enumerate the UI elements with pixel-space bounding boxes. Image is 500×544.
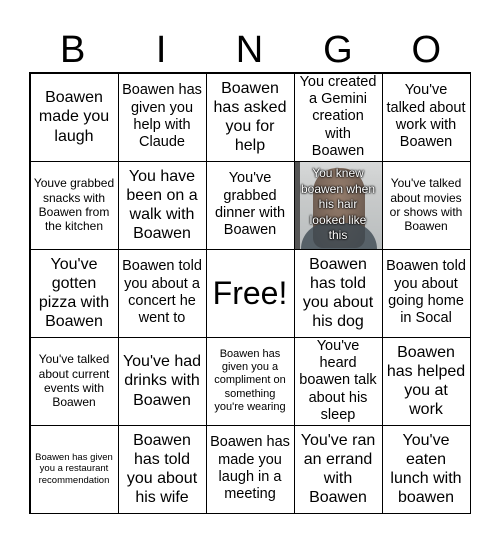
header-letter-g: G (323, 29, 354, 71)
bingo-cell[interactable]: Boawen told you about a concert he went to (118, 249, 207, 338)
bingo-cell[interactable]: You've talked about movies or shows with Boawen (382, 161, 471, 250)
bingo-free-space[interactable]: Free! (206, 249, 295, 338)
bingo-cell[interactable]: Boawen has given you a compliment on something you're wearing (206, 337, 295, 426)
header-letter-i: I (155, 29, 168, 71)
bingo-cell[interactable]: You've had drinks with Boawen (118, 337, 207, 426)
bingo-cell[interactable]: Boawen has asked you for help (206, 73, 295, 162)
bingo-card-grid (29, 72, 471, 514)
bingo-cell[interactable]: You created a Gemini creation with Boawen (294, 73, 383, 162)
bingo-cell[interactable]: Boawen told you about going home in Socal (382, 249, 471, 338)
bingo-cell[interactable]: You've talked about work with Boawen (382, 73, 471, 162)
bingo-cell[interactable]: Boawen has given you help with Claude (118, 73, 207, 162)
bingo-cell[interactable]: Boawen has given you a restaurant recommendation (30, 425, 119, 514)
bingo-cell[interactable]: You have been on a walk with Boawen (118, 161, 207, 250)
bingo-cell[interactable]: Boawen has told you about his wife (118, 425, 207, 514)
bingo-cell[interactable]: You've grabbed dinner with Boawen (206, 161, 295, 250)
bingo-cell[interactable]: Boawen has helped you at work (382, 337, 471, 426)
bingo-cell[interactable]: You've eaten lunch with boawen (382, 425, 471, 514)
bingo-cell[interactable]: You've heard boawen talk about his sleep (294, 337, 383, 426)
header-letter-n: N (235, 29, 265, 71)
header-letter-o: O (411, 29, 443, 71)
bingo-cell-photo[interactable] (294, 161, 383, 250)
bingo-cell[interactable]: Boawen has made you laugh in a meeting (206, 425, 295, 514)
bingo-cell[interactable]: You've gotten pizza with Boawen (30, 249, 119, 338)
photo-cell-label: You knew boawen when his hair looked like this (300, 166, 376, 243)
bingo-cell[interactable]: Boawen made you laugh (30, 73, 119, 162)
bingo-cell[interactable]: Boawen has told you about his dog (294, 249, 383, 338)
bingo-cell[interactable]: Youve grabbed snacks with Boawen from the kitchen (30, 161, 119, 250)
bingo-cell[interactable]: You've talked about current events with Boawen (30, 337, 119, 426)
header-letter-b: B (60, 29, 87, 71)
bingo-cell[interactable]: You've ran an errand with Boawen (294, 425, 383, 514)
bingo-header (29, 28, 471, 72)
